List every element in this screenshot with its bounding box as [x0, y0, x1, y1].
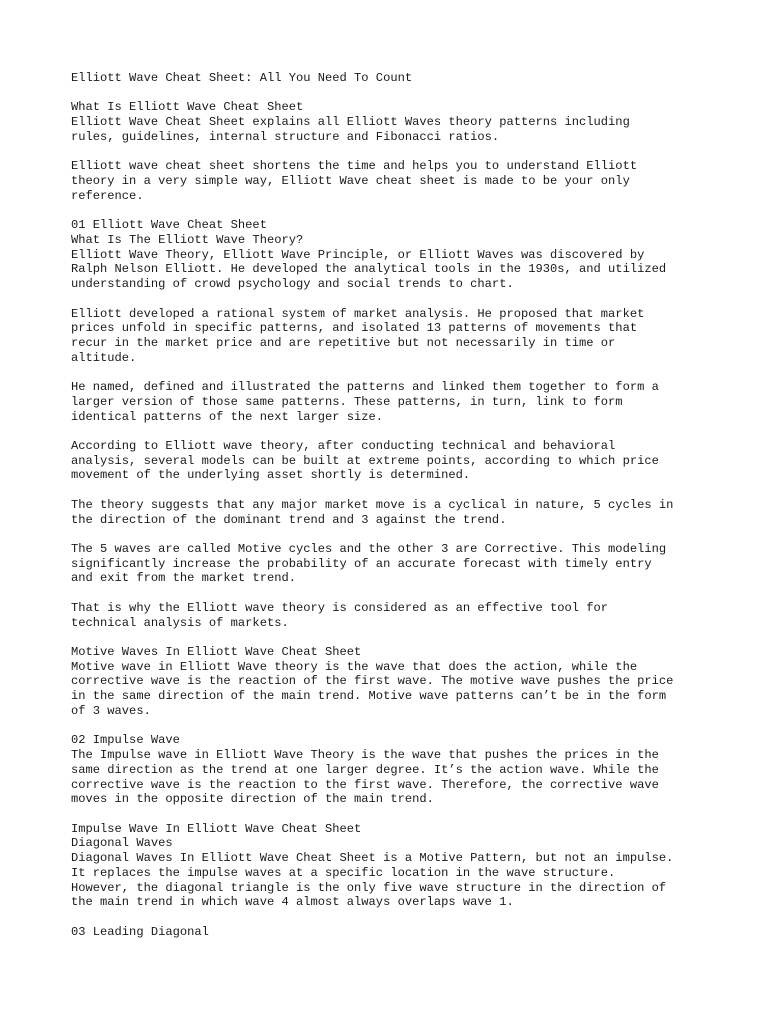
document-title: Elliott Wave Cheat Sheet: All You Need To Count: [71, 71, 413, 85]
text-line: theory in a very simple way, Elliott Wave cheat sheet is made to be your only: [71, 174, 630, 189]
text-line: Elliott Wave Cheat Sheet explains all Elliott Waves theory patterns including: [71, 115, 630, 130]
text-line: rules, guidelines, internal structure and Fibonacci ratios.: [71, 129, 500, 144]
paragraph: [71, 645, 731, 719]
document-body: [71, 71, 731, 954]
paragraph: [71, 439, 731, 483]
text-line: It replaces the impulse waves at a specific location in the wave structure.: [71, 865, 616, 880]
text-line: Diagonal Waves In Elliott Wave Cheat Sheet is a Motive Pattern, but not an impulse.: [71, 851, 674, 866]
text-line: recur in the market price and are repetitive but not necessarily in time or: [71, 335, 616, 350]
text-line: same direction as the trend at one larger degree. It’s the action wave. While the: [71, 762, 659, 777]
text-line: in the same direction of the main trend. Motive wave patterns can’t be in the form: [71, 689, 667, 704]
paragraph: [71, 822, 731, 910]
text-line: The 5 waves are called Motive cycles and the other 3 are Corrective. This modeling: [71, 542, 667, 556]
paragraph: [71, 380, 731, 424]
text-line: Elliott wave cheat sheet shortens the time and helps you to understand Elliott: [71, 159, 638, 174]
paragraph: [71, 601, 731, 630]
paragraph: [71, 925, 731, 940]
text-line: analysis, several models can be built at extreme points, according to which price: [71, 453, 659, 468]
text-line: corrective wave is the reaction to the first wave. Therefore, the corrective wave: [71, 777, 659, 792]
paragraph: [71, 498, 731, 527]
text-line: of 3 waves.: [71, 703, 151, 718]
text-line: reference.: [71, 188, 144, 203]
text-line: What Is The Elliott Wave Theory?: [71, 232, 304, 247]
text-line: He named, defined and illustrated the patterns and linked them together to form a: [71, 380, 659, 395]
paragraph: [71, 159, 731, 203]
text-line: Motive Waves In Elliott Wave Cheat Sheet: [71, 645, 362, 660]
text-line: prices unfold in specific patterns, and isolated 13 patterns of movements that: [71, 321, 638, 336]
text-line: Impulse Wave In Elliott Wave Cheat Sheet: [71, 821, 362, 836]
paragraph-list: [71, 100, 731, 939]
text-line: movement of the underlying asset shortly is determined.: [71, 468, 471, 483]
text-line: 03 Leading Diagonal: [71, 924, 209, 939]
paragraph: [71, 100, 731, 144]
text-line: Motive wave in Elliott Wave theory is the wave that does the action, while the: [71, 659, 638, 674]
text-line: That is why the Elliott wave theory is considered as an effective tool for: [71, 600, 609, 615]
text-line: 01 Elliott Wave Cheat Sheet: [71, 218, 267, 233]
text-line: corrective wave is the reaction of the first wave. The motive wave pushes the price: [71, 674, 674, 689]
text-line: Diagonal Waves: [71, 836, 173, 851]
text-line: However, the diagonal triangle is the only five wave structure in the direction of: [71, 880, 667, 895]
text-line: The Impulse wave in Elliott Wave Theory is the wave that pushes the prices in the: [71, 748, 659, 763]
paragraph: [71, 733, 731, 807]
text-line: and exit from the market trend.: [71, 571, 296, 586]
text-line: the main trend in which wave 4 almost always overlaps wave 1.: [71, 895, 514, 910]
text-line: larger version of those same patterns. These patterns, in turn, link to form: [71, 394, 623, 409]
text-line: significantly increase the probability of an accurate forecast with timely entry: [71, 556, 652, 571]
text-line: technical analysis of markets.: [71, 615, 289, 630]
text-line: What Is Elliott Wave Cheat Sheet: [71, 100, 304, 115]
text-line: moves in the opposite direction of the main trend.: [71, 792, 434, 807]
paragraph: [71, 218, 731, 292]
text-line: Ralph Nelson Elliott. He developed the analytical tools in the 1930s, and utilized: [71, 262, 667, 277]
text-line: According to Elliott wave theory, after conducting technical and behavioral: [71, 438, 616, 453]
paragraph: [71, 542, 731, 586]
document-title-block: [71, 71, 731, 86]
text-line: The theory suggests that any major market move is a cyclical in nature, 5 cycles in: [71, 497, 674, 512]
text-line: identical patterns of the next larger size.: [71, 409, 384, 424]
text-line: 02 Impulse Wave: [71, 733, 180, 748]
text-line: understanding of crowd psychology and social trends to chart.: [71, 277, 514, 292]
text-line: altitude.: [71, 350, 137, 365]
text-line: Elliott Wave Theory, Elliott Wave Principle, or Elliott Waves was discovered by: [71, 247, 645, 262]
text-line: Elliott developed a rational system of market analysis. He proposed that market: [71, 306, 645, 321]
paragraph: [71, 307, 731, 366]
text-line: the direction of the dominant trend and 3 against the trend.: [71, 512, 507, 527]
